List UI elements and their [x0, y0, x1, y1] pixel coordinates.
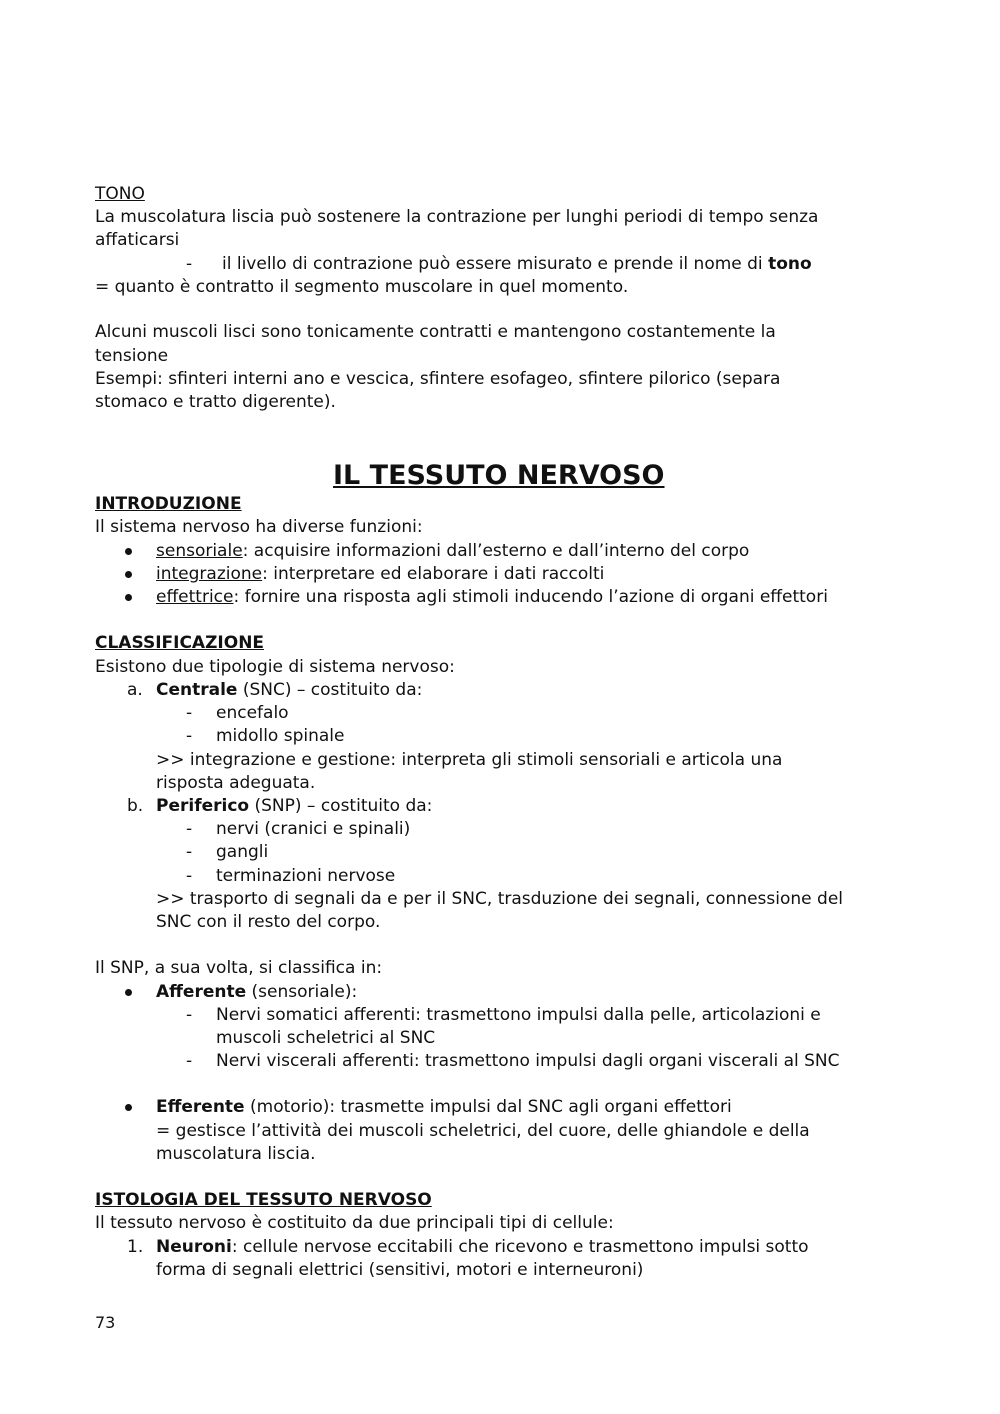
- list-item: [156, 981, 357, 1004]
- cell-type-name: Neuroni: [156, 1237, 232, 1257]
- list-item: [156, 540, 749, 563]
- pathway-name: Efferente: [156, 1097, 245, 1117]
- intro-heading: INTRODUZIONE: [95, 494, 242, 514]
- list-marker: a.: [127, 680, 143, 700]
- tono-paragraph-line: Alcuni muscoli lisci sono tonicamente contratti e mantengono costantemente la: [95, 322, 776, 342]
- bullet-icon: [125, 594, 132, 601]
- function-term: integrazione: [156, 564, 263, 584]
- intro-lead: Il sistema nervoso ha diverse funzioni:: [95, 517, 423, 537]
- tono-list-item: [222, 253, 812, 276]
- list-item: [156, 1236, 809, 1259]
- pathway-name: Afferente: [156, 982, 247, 1002]
- function-term: sensoriale: [156, 541, 243, 561]
- sub-list-item: terminazioni nervose: [216, 866, 396, 886]
- system-name: Periferico: [156, 796, 250, 816]
- list-item: [156, 795, 432, 818]
- tono-examples-line: stomaco e tratto digerente).: [95, 392, 336, 412]
- note-line: >> trasporto di segnali da e per il SNC, trasduzione dei segnali, connessione del: [156, 889, 844, 909]
- dash-marker: -: [186, 1005, 193, 1025]
- cell-type-description: : cellule nervose eccitabili che ricevono e trasmettono impulsi sotto: [231, 1237, 809, 1257]
- dash-marker: -: [186, 819, 193, 839]
- function-description: : acquisire informazioni dall’esterno e dall’interno del corpo: [242, 541, 750, 561]
- pathway-description: (sensoriale):: [246, 982, 358, 1002]
- tono-paragraph-line: tensione: [95, 346, 169, 366]
- snp-lead: Il SNP, a sua volta, si classifica in:: [95, 958, 383, 978]
- section-title: IL TESSUTO NERVOSO: [333, 460, 665, 491]
- pathway-description: (motorio): trasmette impulsi dal SNC agli organi effettori: [244, 1097, 732, 1117]
- function-term: effettrice: [156, 587, 234, 607]
- dash-marker: -: [186, 703, 193, 723]
- note-line: muscolatura liscia.: [156, 1144, 316, 1164]
- note-line: forma di segnali elettrici (sensitivi, motori e interneuroni): [156, 1260, 644, 1280]
- tono-paragraph-line: La muscolatura liscia può sostenere la contrazione per lunghi periodi di tempo senza: [95, 207, 819, 227]
- note-line: risposta adeguata.: [156, 773, 316, 793]
- tono-paragraph-line: affaticarsi: [95, 230, 180, 250]
- sub-list-item: Nervi somatici afferenti: trasmettono impulsi dalla pelle, articolazioni e: [216, 1005, 821, 1025]
- sub-list-item: encefalo: [216, 703, 289, 723]
- bullet-icon: [125, 548, 132, 555]
- tono-term: tono: [768, 254, 812, 274]
- system-description: (SNP) – costituito da:: [249, 796, 433, 816]
- note-line: SNC con il resto del corpo.: [156, 912, 381, 932]
- sub-list-item: gangli: [216, 842, 269, 862]
- dash-marker: -: [186, 1051, 193, 1071]
- note-line: = gestisce l’attività dei muscoli scheletrici, del cuore, delle ghiandole e della: [156, 1121, 810, 1141]
- list-item: [156, 1096, 732, 1119]
- list-marker: b.: [127, 796, 144, 816]
- list-item: [156, 563, 604, 586]
- sub-list-item: muscoli scheletrici al SNC: [216, 1028, 436, 1048]
- classification-heading: CLASSIFICAZIONE: [95, 633, 265, 653]
- dash-marker: -: [186, 842, 193, 862]
- bullet-icon: [125, 989, 132, 996]
- sub-list-item: Nervi viscerali afferenti: trasmettono impulsi dagli organi viscerali al SNC: [216, 1051, 840, 1071]
- list-item: [156, 679, 422, 702]
- classification-lead: Esistono due tipologie di sistema nervoso:: [95, 657, 455, 677]
- histology-heading: ISTOLOGIA DEL TESSUTO NERVOSO: [95, 1190, 432, 1210]
- system-description: (SNC) – costituito da:: [237, 680, 423, 700]
- tono-heading: TONO: [95, 184, 145, 204]
- tono-examples-line: Esempi: sfinteri interni ano e vescica, sfintere esofageo, sfintere pilorico (separa: [95, 369, 781, 389]
- bullet-icon: [125, 571, 132, 578]
- function-description: : interpretare ed elaborare i dati raccolti: [262, 564, 605, 584]
- note-line: >> integrazione e gestione: interpreta gli stimoli sensoriali e articola una: [156, 750, 783, 770]
- page-number: 73: [95, 1313, 116, 1332]
- sub-list-item: nervi (cranici e spinali): [216, 819, 411, 839]
- dash-marker: -: [186, 866, 193, 886]
- system-name: Centrale: [156, 680, 238, 700]
- tono-item-text: il livello di contrazione può essere misurato e prende il nome di: [222, 254, 769, 274]
- bullet-icon: [125, 1104, 132, 1111]
- list-item: [156, 586, 828, 609]
- sub-list-item: midollo spinale: [216, 726, 345, 746]
- list-marker: 1.: [127, 1237, 144, 1257]
- tono-definition: = quanto è contratto il segmento muscolare in quel momento.: [95, 277, 629, 297]
- histology-lead: Il tessuto nervoso è costituito da due principali tipi di cellule:: [95, 1213, 614, 1233]
- dash-marker: -: [186, 726, 193, 746]
- function-description: : fornire una risposta agli stimoli inducendo l’azione di organi effettori: [233, 587, 828, 607]
- dash-marker: -: [186, 254, 193, 274]
